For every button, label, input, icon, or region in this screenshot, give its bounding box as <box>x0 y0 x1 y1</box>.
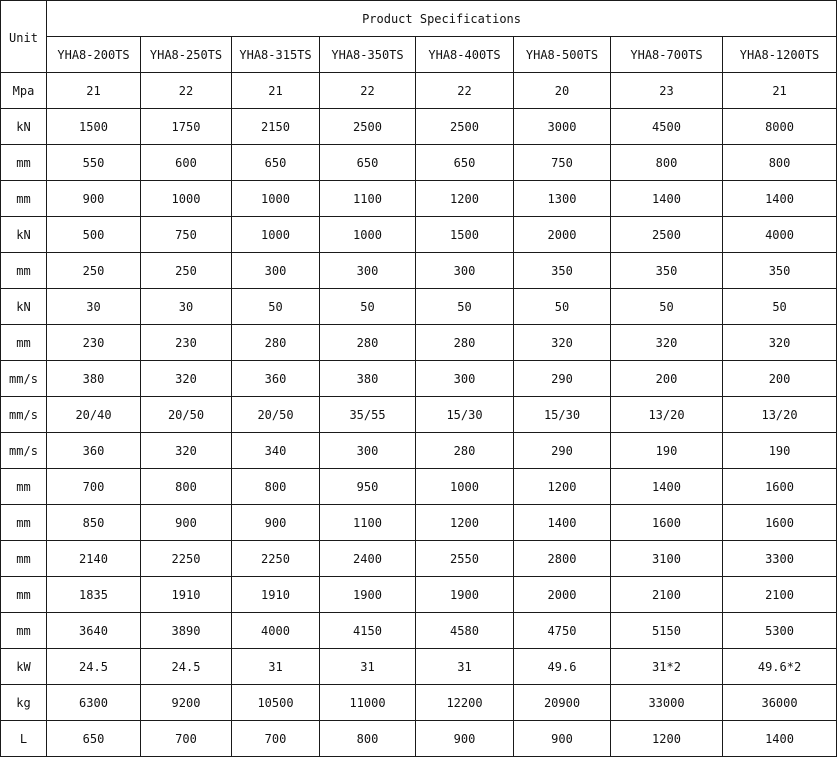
value-cell: 1000 <box>232 181 320 217</box>
value-cell: 23 <box>611 73 723 109</box>
value-cell: 350 <box>723 253 837 289</box>
spec-row <box>1 145 837 181</box>
value-cell: 320 <box>141 433 232 469</box>
value-cell: 21 <box>723 73 837 109</box>
unit-cell: mm <box>1 145 47 181</box>
value-cell: 22 <box>141 73 232 109</box>
value-cell: 700 <box>47 469 141 505</box>
value-cell: 750 <box>141 217 232 253</box>
value-cell: 320 <box>141 361 232 397</box>
value-cell: 6300 <box>47 685 141 721</box>
spec-row <box>1 721 837 757</box>
unit-cell: kg <box>1 685 47 721</box>
unit-cell: mm/s <box>1 433 47 469</box>
spec-row <box>1 181 837 217</box>
value-cell: 800 <box>320 721 416 757</box>
value-cell: 700 <box>232 721 320 757</box>
value-cell: 1400 <box>514 505 611 541</box>
value-cell: 800 <box>611 145 723 181</box>
value-cell: 200 <box>723 361 837 397</box>
value-cell: 15/30 <box>416 397 514 433</box>
spec-row <box>1 73 837 109</box>
value-cell: 550 <box>47 145 141 181</box>
value-cell: 1000 <box>141 181 232 217</box>
value-cell: 2800 <box>514 541 611 577</box>
value-cell: 31 <box>416 649 514 685</box>
value-cell: 850 <box>47 505 141 541</box>
value-cell: 800 <box>723 145 837 181</box>
value-cell: 650 <box>47 721 141 757</box>
value-cell: 50 <box>611 289 723 325</box>
value-cell: 320 <box>611 325 723 361</box>
value-cell: 3100 <box>611 541 723 577</box>
unit-cell: mm <box>1 469 47 505</box>
value-cell: 380 <box>320 361 416 397</box>
value-cell: 3640 <box>47 613 141 649</box>
value-cell: 1100 <box>320 505 416 541</box>
model-header-cell: YHA8-350TS <box>320 37 416 73</box>
unit-cell: L <box>1 721 47 757</box>
value-cell: 2100 <box>723 577 837 613</box>
value-cell: 50 <box>232 289 320 325</box>
value-cell: 1835 <box>47 577 141 613</box>
unit-column-header <box>1 1 47 73</box>
value-cell: 5150 <box>611 613 723 649</box>
value-cell: 340 <box>232 433 320 469</box>
value-cell: 1910 <box>232 577 320 613</box>
value-cell: 4500 <box>611 109 723 145</box>
value-cell: 30 <box>141 289 232 325</box>
value-cell: 950 <box>320 469 416 505</box>
value-cell: 2100 <box>611 577 723 613</box>
value-cell: 1600 <box>723 469 837 505</box>
value-cell: 1500 <box>47 109 141 145</box>
value-cell: 9200 <box>141 685 232 721</box>
value-cell: 300 <box>416 253 514 289</box>
value-cell: 20/40 <box>47 397 141 433</box>
unit-cell: mm <box>1 325 47 361</box>
value-cell: 1400 <box>723 721 837 757</box>
unit-cell: mm <box>1 613 47 649</box>
value-cell: 12200 <box>416 685 514 721</box>
model-header-cell: YHA8-315TS <box>232 37 320 73</box>
unit-cell: mm <box>1 577 47 613</box>
value-cell: 900 <box>47 181 141 217</box>
unit-cell: mm <box>1 181 47 217</box>
value-cell: 31 <box>232 649 320 685</box>
value-cell: 1900 <box>320 577 416 613</box>
value-cell: 1200 <box>416 505 514 541</box>
value-cell: 5300 <box>723 613 837 649</box>
value-cell: 22 <box>416 73 514 109</box>
spec-row <box>1 217 837 253</box>
spec-row <box>1 577 837 613</box>
value-cell: 4580 <box>416 613 514 649</box>
value-cell: 700 <box>141 721 232 757</box>
value-cell: 1000 <box>416 469 514 505</box>
value-cell: 600 <box>141 145 232 181</box>
value-cell: 290 <box>514 433 611 469</box>
value-cell: 350 <box>611 253 723 289</box>
spec-row <box>1 397 837 433</box>
unit-cell: Mpa <box>1 73 47 109</box>
spec-table-body <box>1 1 837 757</box>
value-cell: 4000 <box>723 217 837 253</box>
value-cell: 280 <box>416 433 514 469</box>
unit-cell: kW <box>1 649 47 685</box>
value-cell: 230 <box>141 325 232 361</box>
value-cell: 49.6 <box>514 649 611 685</box>
value-cell: 650 <box>320 145 416 181</box>
value-cell: 300 <box>232 253 320 289</box>
spec-row <box>1 505 837 541</box>
value-cell: 2000 <box>514 217 611 253</box>
value-cell: 300 <box>320 433 416 469</box>
value-cell: 1300 <box>514 181 611 217</box>
value-cell: 1200 <box>611 721 723 757</box>
value-cell: 280 <box>416 325 514 361</box>
value-cell: 35/55 <box>320 397 416 433</box>
value-cell: 2000 <box>514 577 611 613</box>
value-cell: 8000 <box>723 109 837 145</box>
value-cell: 2400 <box>320 541 416 577</box>
value-cell: 20900 <box>514 685 611 721</box>
value-cell: 350 <box>514 253 611 289</box>
value-cell: 360 <box>47 433 141 469</box>
value-cell: 1900 <box>416 577 514 613</box>
header-row-group <box>1 1 837 37</box>
value-cell: 320 <box>723 325 837 361</box>
model-header-cell: YHA8-500TS <box>514 37 611 73</box>
value-cell: 190 <box>611 433 723 469</box>
value-cell: 750 <box>514 145 611 181</box>
value-cell: 1000 <box>320 217 416 253</box>
value-cell: 4150 <box>320 613 416 649</box>
value-cell: 900 <box>232 505 320 541</box>
value-cell: 13/20 <box>611 397 723 433</box>
value-cell: 290 <box>514 361 611 397</box>
value-cell: 2500 <box>416 109 514 145</box>
value-cell: 4750 <box>514 613 611 649</box>
value-cell: 200 <box>611 361 723 397</box>
spec-row <box>1 469 837 505</box>
value-cell: 30 <box>47 289 141 325</box>
value-cell: 800 <box>141 469 232 505</box>
value-cell: 50 <box>514 289 611 325</box>
value-cell: 15/30 <box>514 397 611 433</box>
unit-cell: mm/s <box>1 397 47 433</box>
value-cell: 1400 <box>611 181 723 217</box>
value-cell: 250 <box>141 253 232 289</box>
value-cell: 24.5 <box>47 649 141 685</box>
value-cell: 1200 <box>416 181 514 217</box>
unit-cell: kN <box>1 217 47 253</box>
value-cell: 3890 <box>141 613 232 649</box>
value-cell: 900 <box>416 721 514 757</box>
model-header-cell: YHA8-400TS <box>416 37 514 73</box>
unit-cell: kN <box>1 109 47 145</box>
value-cell: 1100 <box>320 181 416 217</box>
spec-row <box>1 109 837 145</box>
spec-row <box>1 433 837 469</box>
value-cell: 500 <box>47 217 141 253</box>
spec-row <box>1 325 837 361</box>
spec-row <box>1 253 837 289</box>
model-header-cell: YHA8-200TS <box>47 37 141 73</box>
model-header-cell: YHA8-1200TS <box>723 37 837 73</box>
value-cell: 50 <box>723 289 837 325</box>
value-cell: 33000 <box>611 685 723 721</box>
unit-cell: mm/s <box>1 361 47 397</box>
value-cell: 2550 <box>416 541 514 577</box>
value-cell: 31*2 <box>611 649 723 685</box>
value-cell: 360 <box>232 361 320 397</box>
value-cell: 380 <box>47 361 141 397</box>
value-cell: 22 <box>320 73 416 109</box>
value-cell: 10500 <box>232 685 320 721</box>
value-cell: 2500 <box>611 217 723 253</box>
header-row-models <box>1 37 837 73</box>
value-cell: 21 <box>47 73 141 109</box>
unit-header-label: Unit <box>9 31 38 45</box>
value-cell: 280 <box>320 325 416 361</box>
value-cell: 50 <box>416 289 514 325</box>
value-cell: 1200 <box>514 469 611 505</box>
value-cell: 1500 <box>416 217 514 253</box>
spec-row <box>1 289 837 325</box>
unit-cell: mm <box>1 253 47 289</box>
value-cell: 1600 <box>723 505 837 541</box>
product-specifications-header: Product Specifications <box>47 1 837 37</box>
value-cell: 49.6*2 <box>723 649 837 685</box>
spec-row <box>1 685 837 721</box>
value-cell: 650 <box>232 145 320 181</box>
value-cell: 1400 <box>723 181 837 217</box>
value-cell: 2500 <box>320 109 416 145</box>
value-cell: 280 <box>232 325 320 361</box>
spec-row <box>1 649 837 685</box>
value-cell: 36000 <box>723 685 837 721</box>
value-cell: 1600 <box>611 505 723 541</box>
value-cell: 2250 <box>141 541 232 577</box>
model-header-cell: YHA8-700TS <box>611 37 723 73</box>
value-cell: 2150 <box>232 109 320 145</box>
value-cell: 11000 <box>320 685 416 721</box>
value-cell: 230 <box>47 325 141 361</box>
value-cell: 20 <box>514 73 611 109</box>
value-cell: 21 <box>232 73 320 109</box>
value-cell: 650 <box>416 145 514 181</box>
value-cell: 20/50 <box>232 397 320 433</box>
unit-cell: kN <box>1 289 47 325</box>
value-cell: 3300 <box>723 541 837 577</box>
value-cell: 250 <box>47 253 141 289</box>
value-cell: 13/20 <box>723 397 837 433</box>
model-header-cell: YHA8-250TS <box>141 37 232 73</box>
spec-row <box>1 541 837 577</box>
value-cell: 2140 <box>47 541 141 577</box>
value-cell: 20/50 <box>141 397 232 433</box>
value-cell: 31 <box>320 649 416 685</box>
spec-row <box>1 613 837 649</box>
value-cell: 300 <box>416 361 514 397</box>
value-cell: 1400 <box>611 469 723 505</box>
value-cell: 4000 <box>232 613 320 649</box>
value-cell: 2250 <box>232 541 320 577</box>
value-cell: 300 <box>320 253 416 289</box>
value-cell: 190 <box>723 433 837 469</box>
value-cell: 1910 <box>141 577 232 613</box>
value-cell: 3000 <box>514 109 611 145</box>
value-cell: 800 <box>232 469 320 505</box>
unit-cell: mm <box>1 505 47 541</box>
value-cell: 900 <box>141 505 232 541</box>
value-cell: 1750 <box>141 109 232 145</box>
value-cell: 24.5 <box>141 649 232 685</box>
value-cell: 900 <box>514 721 611 757</box>
value-cell: 320 <box>514 325 611 361</box>
unit-cell: mm <box>1 541 47 577</box>
value-cell: 50 <box>320 289 416 325</box>
value-cell: 1000 <box>232 217 320 253</box>
spec-row <box>1 361 837 397</box>
